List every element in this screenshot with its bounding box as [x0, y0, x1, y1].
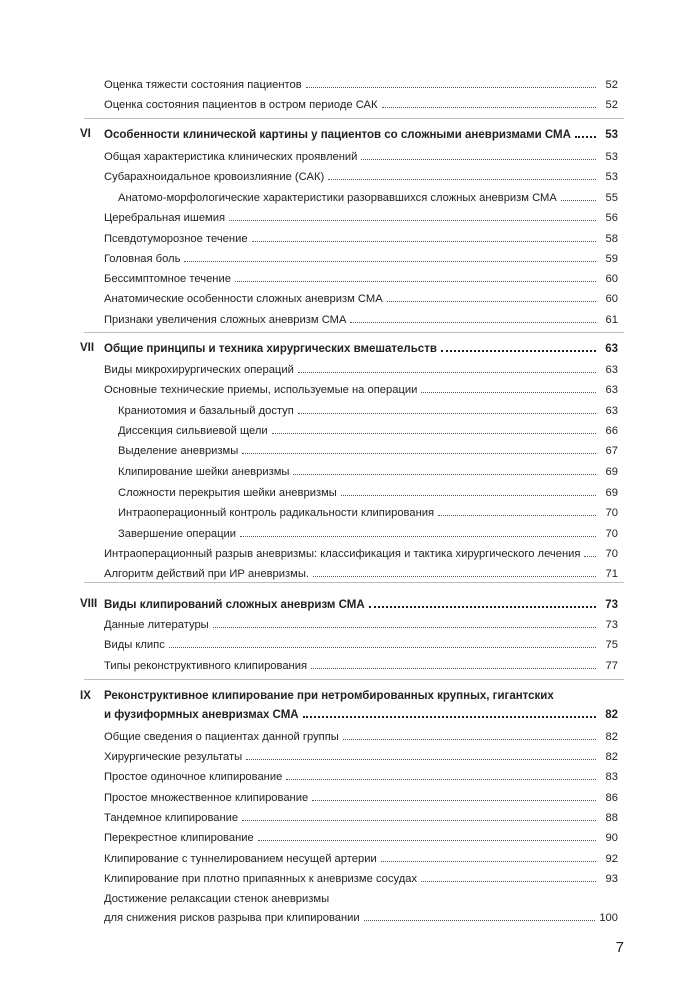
toc-entry-row[interactable]	[118, 424, 618, 438]
toc-chapter-row[interactable]	[80, 689, 618, 703]
toc-page-number: 73	[605, 619, 618, 631]
toc-page-number: 63	[605, 405, 618, 417]
toc-entry-title: Особенности клинической картины у пациентов со сложными аневризмами СМА	[104, 129, 571, 141]
toc-page-number: 52	[605, 99, 618, 111]
dot-leader	[441, 341, 596, 352]
dot-leader	[272, 424, 596, 434]
section-divider	[84, 679, 624, 680]
toc-page-number: 66	[605, 425, 618, 437]
dot-leader	[293, 465, 596, 475]
toc-page-number: 60	[605, 273, 618, 285]
toc-entry-row[interactable]	[118, 444, 618, 458]
dot-leader	[303, 707, 596, 718]
toc-page-number: 56	[605, 212, 618, 224]
toc-entry-title: Простое множественное клипирование	[104, 792, 309, 804]
toc-page-number: 69	[605, 466, 618, 478]
toc-page-number: 93	[605, 873, 618, 885]
dot-leader	[361, 150, 596, 160]
toc-entry-title: Головная боль	[104, 253, 181, 265]
toc-page-number: 82	[605, 731, 618, 743]
toc-page-number: 55	[605, 192, 618, 204]
dot-leader	[286, 770, 596, 780]
dot-leader	[258, 831, 596, 841]
toc-entry-row[interactable]	[104, 872, 618, 886]
toc-entry-title: Общие сведения о пациентах данной группы	[104, 731, 339, 743]
toc-entry-title: Хирургические результаты	[104, 751, 243, 763]
toc-page-number: 60	[605, 293, 618, 305]
toc-page-number: 70	[605, 548, 618, 560]
dot-leader	[213, 618, 596, 628]
section-divider	[84, 332, 624, 333]
toc-page-number: 77	[605, 660, 618, 672]
toc-entry-title: Краниотомия и базальный доступ	[118, 405, 294, 417]
toc-page-number: 53	[605, 171, 618, 183]
toc-entry-row[interactable]	[104, 232, 618, 246]
toc-entry-title: Данные литературы	[104, 619, 209, 631]
toc-entry-title: Оценка состояния пациентов в остром периоде САК	[104, 99, 378, 111]
toc-entry-row[interactable]	[104, 150, 618, 164]
dot-leader	[364, 911, 596, 921]
toc-entry-title: Признаки увеличения сложных аневризм СМА	[104, 314, 347, 326]
dot-leader	[561, 191, 596, 201]
toc-entry-title: Алгоритм действий при ИР аневризмы.	[104, 568, 309, 580]
toc-entry-row[interactable]	[104, 292, 618, 306]
toc-entry-row[interactable]	[118, 404, 618, 418]
toc-entry-title: Перекрестное клипирование	[104, 832, 254, 844]
page-number: 7	[615, 939, 624, 956]
toc-page-number: 67	[605, 445, 618, 457]
dot-leader	[421, 383, 596, 393]
toc-page-number: 83	[605, 771, 618, 783]
dot-leader	[246, 750, 596, 760]
dot-leader	[235, 272, 596, 282]
toc-entry-row[interactable]	[118, 465, 618, 479]
toc-entry-title: Псевдотуморозное течение	[104, 233, 248, 245]
toc-entry-row[interactable]	[118, 506, 618, 520]
toc-page-number: 71	[605, 568, 618, 580]
toc-entry-row[interactable]	[104, 750, 618, 764]
dot-leader	[229, 211, 596, 221]
toc-page-number: 82	[605, 751, 618, 763]
toc-chapter-row[interactable]	[80, 597, 618, 612]
toc-page-number: 52	[605, 79, 618, 91]
toc-chapter-row[interactable]	[80, 341, 618, 356]
toc-entry-row[interactable]	[104, 211, 618, 225]
toc-page-number: 59	[605, 253, 618, 265]
dot-leader	[313, 567, 596, 577]
toc-chapter-row[interactable]	[80, 127, 618, 142]
toc-page-number: 100	[599, 912, 618, 924]
toc-entry-title: Виды клипирований сложных аневризм СМА	[104, 599, 365, 611]
dot-leader	[298, 404, 596, 414]
toc-entry-title: Бессимптомное течение	[104, 273, 231, 285]
toc-entry-title: Анатомические особенности сложных аневризм СМА	[104, 293, 383, 305]
toc-entry-row[interactable]	[104, 638, 618, 652]
dot-leader	[252, 232, 596, 242]
dot-leader	[584, 547, 596, 557]
toc-entry-row[interactable]	[104, 770, 618, 784]
chapter-number: VII	[80, 342, 95, 354]
toc-entry-row[interactable]	[104, 313, 618, 327]
dot-leader	[240, 527, 596, 537]
dot-leader	[382, 98, 596, 108]
toc-entry-title: Завершение операции	[118, 528, 237, 540]
dot-leader	[575, 127, 596, 138]
toc-page-number: 63	[605, 343, 618, 355]
toc-entry-row[interactable]	[104, 272, 618, 286]
toc-entry-title: Интраоперационный разрыв аневризмы: классификация и тактика хирургического лечения	[104, 548, 581, 560]
toc-entry-row[interactable]	[104, 831, 618, 845]
toc-entry-row[interactable]	[104, 567, 618, 581]
section-divider	[84, 118, 624, 119]
toc-page-number: 70	[605, 528, 618, 540]
toc-entry-row[interactable]	[104, 659, 618, 673]
toc-page-number: 88	[605, 812, 618, 824]
toc-entry-row[interactable]	[104, 78, 618, 92]
dot-leader	[341, 486, 596, 496]
toc-chapter-row[interactable]	[104, 707, 618, 722]
toc-entry-title: Анатомо-морфологические характеристики разорвавшихся сложных аневризм СМА	[118, 192, 557, 204]
toc-entry-row[interactable]	[118, 486, 618, 500]
dot-leader	[343, 730, 596, 740]
chapter-number: VI	[80, 128, 91, 140]
toc-entry-title: Общие принципы и техника хирургических вмешательств	[104, 343, 437, 355]
toc-page-number: 86	[605, 792, 618, 804]
toc-entry-row[interactable]	[104, 252, 618, 266]
toc-page-number: 58	[605, 233, 618, 245]
toc-entry-row[interactable]	[118, 191, 618, 205]
toc-page-number: 53	[605, 129, 618, 141]
toc-page-number: 75	[605, 639, 618, 651]
toc-page-number: 61	[605, 314, 618, 326]
dot-leader	[311, 659, 596, 669]
toc-entry-title: Клипирование при плотно припаянных к аневризме сосудах	[104, 873, 418, 885]
section-divider	[84, 582, 624, 583]
toc-entry-row[interactable]	[104, 791, 618, 805]
toc-entry-title: Клипирование с туннелированием несущей артерии	[104, 853, 377, 865]
toc-entry-title: Клипирование шейки аневризмы	[118, 466, 290, 478]
toc-page-number: 73	[605, 599, 618, 611]
toc-page-number: 63	[605, 364, 618, 376]
toc-entry-row[interactable]	[104, 911, 618, 925]
dot-leader	[387, 292, 596, 302]
chapter-number: VIII	[80, 598, 98, 610]
toc-page-number: 53	[605, 151, 618, 163]
toc-entry-title: Выделение аневризмы	[118, 445, 239, 457]
toc-entry-title: Реконструктивное клипирование при нетромбированных крупных, гигантских	[104, 690, 554, 702]
toc-entry-title: Общая характеристика клинических проявлений	[104, 151, 358, 163]
toc-page-number: 90	[605, 832, 618, 844]
toc-entry-title: для снижения рисков разрыва при клипировании	[104, 912, 360, 924]
toc-entry-row[interactable]	[104, 170, 618, 184]
toc-page-number: 69	[605, 487, 618, 499]
toc-page-number: 70	[605, 507, 618, 519]
dot-leader	[328, 170, 596, 180]
dot-leader	[242, 444, 596, 454]
dot-leader	[242, 811, 596, 821]
dot-leader	[350, 313, 596, 323]
toc-entry-row[interactable]	[104, 363, 618, 377]
toc-entry-title: Субарахноидальное кровоизлияние (САК)	[104, 171, 325, 183]
dot-leader	[312, 791, 596, 801]
toc-entry-row[interactable]	[104, 892, 618, 906]
dot-leader	[306, 78, 596, 88]
dot-leader	[169, 638, 596, 648]
toc-entry-row[interactable]	[104, 811, 618, 825]
dot-leader	[184, 252, 596, 262]
toc-page-number: 63	[605, 384, 618, 396]
toc-page-number: 92	[605, 853, 618, 865]
dot-leader	[298, 363, 596, 373]
chapter-number: IX	[80, 690, 91, 702]
dot-leader	[381, 852, 596, 862]
toc-entry-row[interactable]	[104, 383, 618, 397]
toc-entry-title: Виды микрохирургических операций	[104, 364, 294, 376]
toc-entry-row[interactable]	[104, 852, 618, 866]
toc-entry-title: Церебральная ишемия	[104, 212, 226, 224]
toc-entry-row[interactable]	[104, 730, 618, 744]
dot-leader	[421, 872, 596, 882]
toc-entry-title: Виды клипс	[104, 639, 165, 651]
toc-entry-row[interactable]	[118, 527, 618, 541]
toc-entry-title: и фузиформных аневризмах СМА	[104, 709, 299, 721]
toc-entry-row[interactable]	[104, 98, 618, 112]
toc-entry-title: Простое одиночное клипирование	[104, 771, 283, 783]
toc-entry-title: Основные технические приемы, используемые на операции	[104, 384, 418, 396]
toc-entry-row[interactable]	[104, 547, 618, 561]
toc-page-number: 82	[605, 709, 618, 721]
toc-entry-title: Тандемное клипирование	[104, 812, 239, 824]
toc-entry-title: Диссекция сильвиевой щели	[118, 425, 268, 437]
toc-entry-title: Интраоперационный контроль радикальности клипирования	[118, 507, 435, 519]
toc-entry-row[interactable]	[104, 618, 618, 632]
toc-entry-title: Оценка тяжести состояния пациентов	[104, 79, 302, 91]
toc-entry-title: Сложности перекрытия шейки аневризмы	[118, 487, 337, 499]
toc-entry-title: Типы реконструктивного клипирования	[104, 660, 308, 672]
toc-entry-title: Достижение релаксации стенок аневризмы	[104, 893, 330, 905]
dot-leader	[369, 597, 596, 608]
dot-leader	[438, 506, 596, 516]
